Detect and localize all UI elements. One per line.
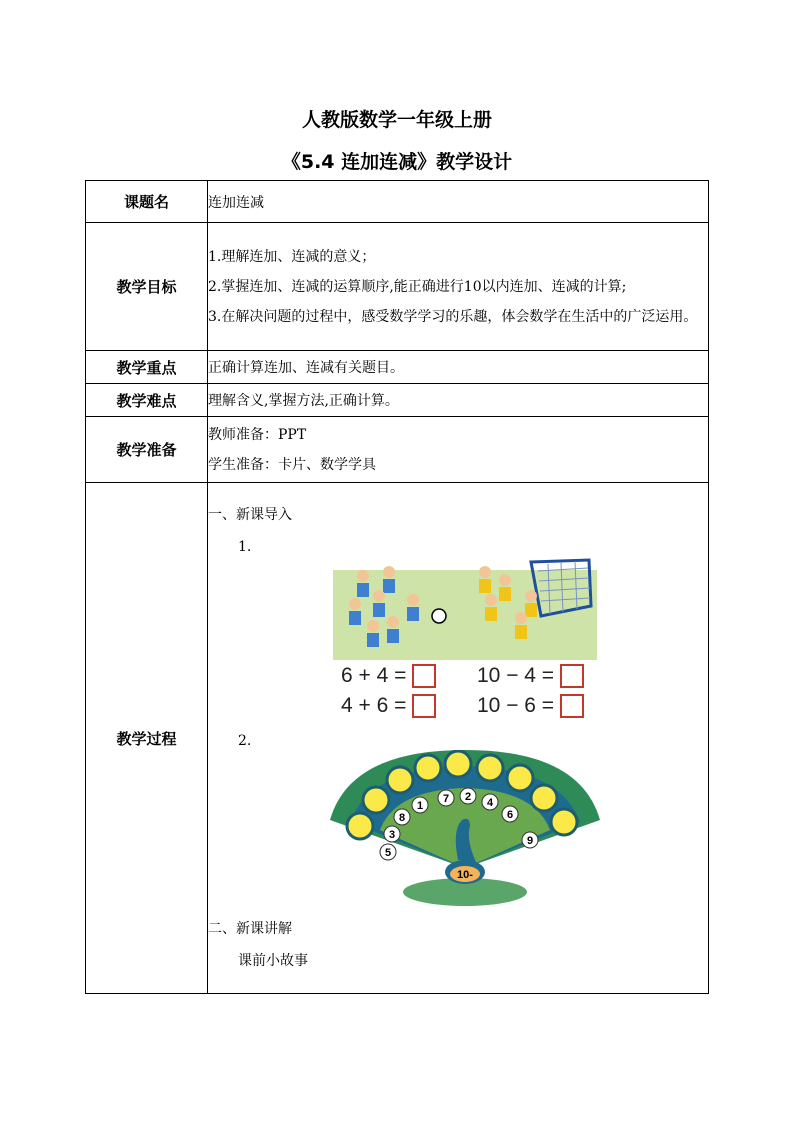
equation — [477, 664, 613, 688]
peacock-number: 7 — [442, 793, 450, 805]
row-goals — [86, 223, 709, 351]
equation — [341, 694, 477, 718]
soccer-ball-icon — [432, 609, 446, 623]
section-intro: 一、新课导入 — [208, 507, 292, 523]
peacock-number: 1 — [416, 800, 424, 812]
answer-box[interactable] — [412, 664, 436, 688]
equation — [477, 694, 613, 718]
key-label: 教学重点 — [86, 351, 208, 384]
row-process — [86, 483, 709, 994]
process-label: 教学过程 — [86, 483, 208, 994]
peacock-body-label: 10- — [457, 869, 473, 881]
doc-title: 人教版数学一年级上册 — [301, 109, 492, 131]
item-1: 1. — [238, 539, 252, 555]
peacock-number: 8 — [398, 812, 406, 824]
peacock-number: 4 — [486, 797, 494, 809]
prep-teacher: 教师准备：PPT — [208, 426, 307, 443]
equation-text: 10 − 4 = — [477, 664, 555, 687]
row-prep — [86, 417, 709, 483]
story-item: 课前小故事 — [238, 953, 308, 969]
prep-content — [208, 417, 709, 483]
difficulty-label: 教学难点 — [86, 384, 208, 417]
soccer-illustration — [333, 556, 597, 660]
answer-box[interactable] — [560, 664, 584, 688]
difficulty-value: 理解含义,掌握方法,正确计算。 — [208, 384, 709, 417]
topic-label: 课题名 — [86, 181, 208, 223]
peacock-number: 9 — [526, 835, 534, 847]
equation-text: 6 + 4 = — [341, 664, 407, 687]
section-lecture: 二、新课讲解 — [208, 921, 292, 937]
equation-text: 4 + 6 = — [341, 694, 407, 717]
equation-text: 10 − 6 = — [477, 694, 555, 717]
goal-item: 3.在解决问题的过程中，感受数学学习的乐趣，体会数学在生活中的广泛运用。 — [208, 308, 698, 325]
row-difficulty — [86, 384, 709, 417]
row-topic — [86, 181, 709, 223]
goal-item: 1.理解连加、连减的意义； — [208, 248, 376, 265]
equation — [341, 664, 477, 688]
goal-item: 2.掌握连加、连减的运算顺序,能正确进行10以内连加、连减的计算; — [208, 278, 627, 295]
peacock-illustration — [330, 750, 600, 910]
topic-value: 连加连减 — [208, 181, 709, 223]
peacock-number: 6 — [506, 809, 514, 821]
process-content — [208, 483, 709, 994]
goals-content — [208, 223, 709, 351]
peacock-number: 2 — [464, 791, 472, 803]
goals-label: 教学目标 — [86, 223, 208, 351]
peacock-number: 3 — [388, 829, 396, 841]
equation-grid — [341, 664, 708, 718]
peacock-number: 5 — [384, 847, 392, 859]
row-key — [86, 351, 709, 384]
doc-subtitle: 《5.4 连加连减》教学设计 — [281, 151, 513, 173]
prep-student: 学生准备：卡片、数学学具 — [208, 456, 376, 473]
lesson-plan-table — [85, 180, 709, 994]
prep-label: 教学准备 — [86, 417, 208, 483]
item-2: 2. — [238, 733, 252, 749]
key-value: 正确计算连加、连减有关题目。 — [208, 351, 709, 384]
answer-box[interactable] — [560, 694, 584, 718]
answer-box[interactable] — [412, 694, 436, 718]
